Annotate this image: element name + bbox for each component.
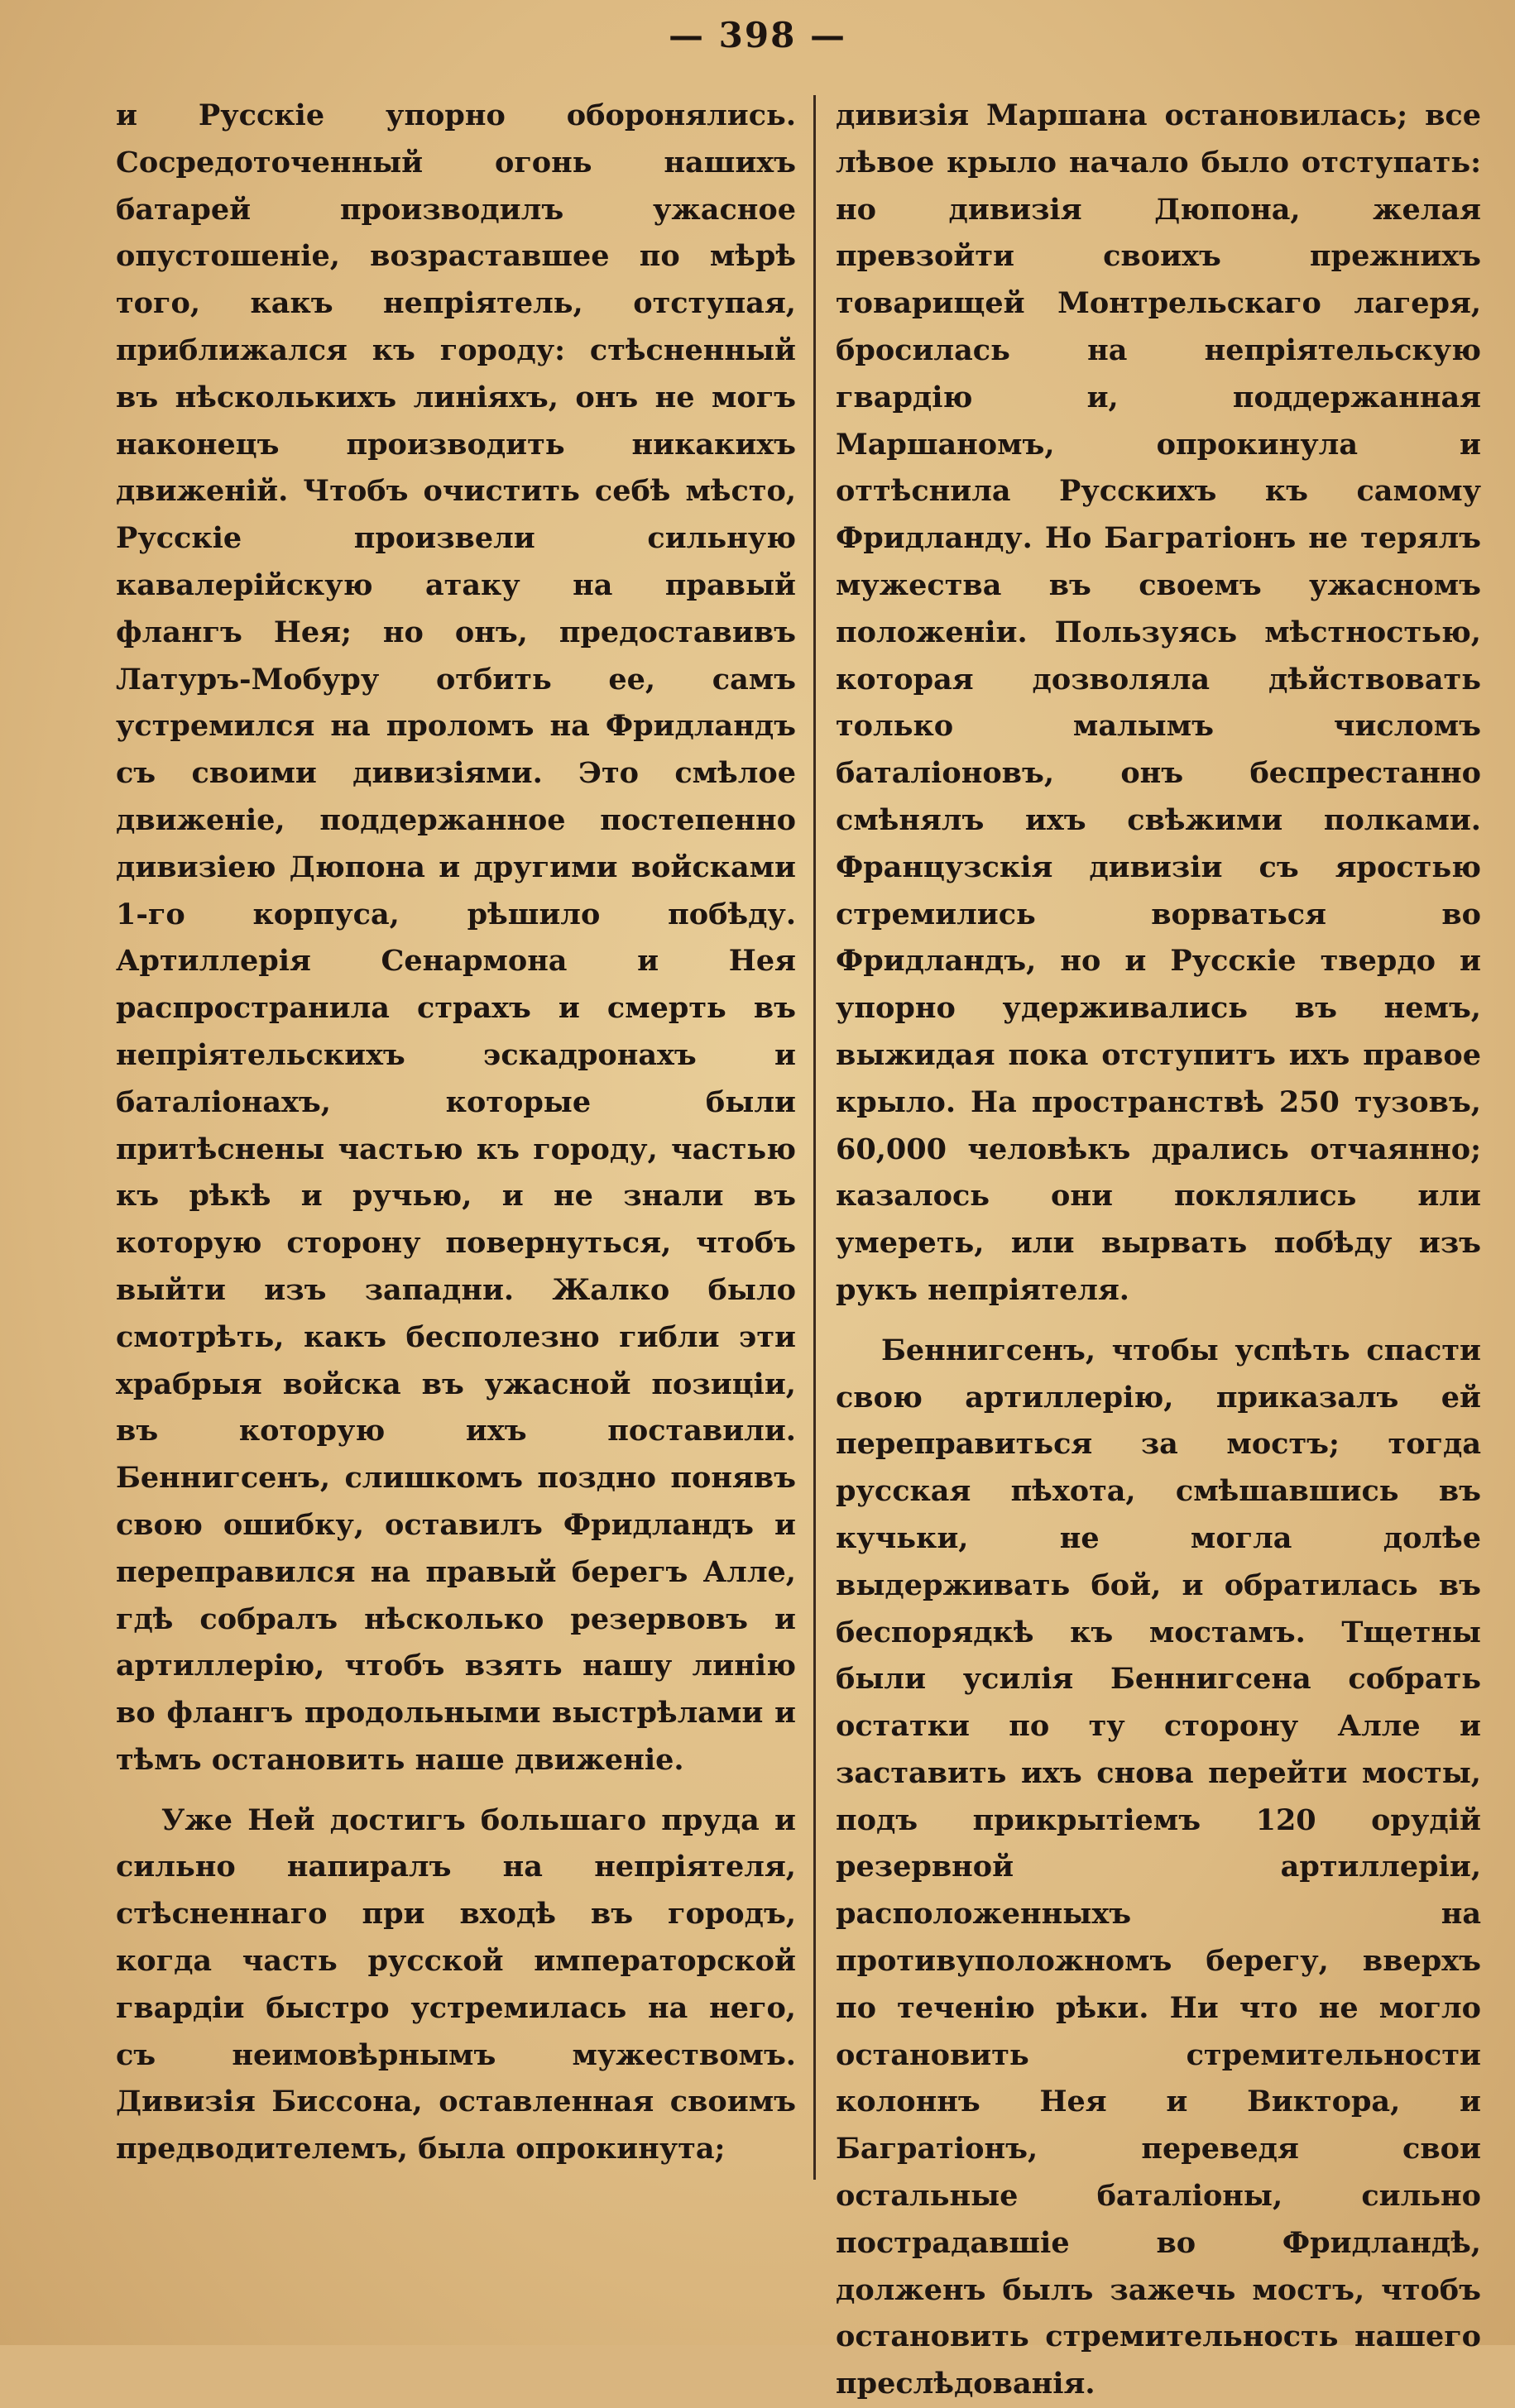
page-number: — 398 — xyxy=(669,15,846,55)
right-paragraph-2: Беннигсенъ, чтобы успѣть спасти свою артиллерію, приказалъ ей переправиться за мостъ; тогда русская пѣхота, смѣшавшись въ кучьки, не могла долѣе выдерживать бой, и обратилась въ беспорядкѣ къ мостамъ. Тщетны были усилія Беннигсена собрать остатки по ту сторону Алле и заставить ихъ снова перейти мосты, подъ прикрытіемъ 120 орудій резервной артиллеріи, расположенныхъ на противуположномъ берегу, вверхъ по теченію рѣки. Ни что не могло остановить стремительности колоннъ Нея и Виктора, и Багратіонъ, переведя свои остальные баталіоны, сильно пострадавшіе во Фридландѣ, долженъ былъ зажечь мостъ, чтобъ остановить стремительность нашего преслѣдованія. xyxy=(836,1333,1481,2401)
left-column xyxy=(116,93,796,2173)
right-column xyxy=(836,93,1481,2408)
left-paragraph-2: Уже Ней достигъ большаго пруда и сильно напиралъ на непріятеля, стѣсненнаго при входѣ въ городъ, когда часть русской императорской гвардіи быстро устремилась на него, съ неимовѣрнымъ мужествомъ. Дивизія Биссона, оставленная своимъ предводителемъ, была опрокинута; xyxy=(116,1802,796,2166)
right-paragraph-1: дивизія Маршана остановилась; все лѣвое крыло начало было отступать: но дивизія Дюпона, желая превзойти своихъ прежнихъ товарищей Монтрельскаго лагеря, бросилась на непріятельскую гвардію и, поддержанная Маршаномъ, опрокинула и оттѣснила Русскихъ къ самому Фридланду. Но Багратіонъ не терялъ мужества въ своемъ ужасномъ положеніи. Пользуясь мѣстностью, которая дозволяла дѣйствовать только малымъ числомъ баталіоновъ, онъ беспрестанно смѣнялъ ихъ свѣжими полками. Французскія дивизіи съ яростью стремились ворваться во Фридландъ, но и Русскіе твердо и упорно удерживались въ немъ, выжидая пока отступитъ ихъ правое крыло. На пространствѣ 250 тузовъ, 60,000 человѣкъ дрались отчаянно; казалось они поклялись или умереть, или вырвать побѣду изъ рукъ непріятеля. xyxy=(836,98,1481,1307)
left-paragraph-1: и Русскіе упорно оборонялись. Сосредоточенный огонь нашихъ батарей производилъ ужасное опустошеніе, возраставшее по мѣрѣ того, какъ непріятель, отступая, приближался къ городу: стѣсненный въ нѣсколькихъ линіяхъ, онъ не могъ наконецъ производить никакихъ движеній. Чтобъ очистить себѣ мѣсто, Русскіе произвели сильную кавалерійскую атаку на правый флангъ Нея; но онъ, предоставивъ Латуръ-Мобуру отбить ее, самъ устремился на проломъ на Фридландъ съ своими дивизіями. Это смѣлое движеніе, поддержанное постепенно дивизіею Дюпона и другими войсками 1-го корпуса, рѣшило побѣду. Артиллерія Сенармона и Нея распространила страхъ и смерть въ непріятельскихъ эскадронахъ и баталіонахъ, которые были притѣснены частью къ городу, частью къ рѣкѣ и ручью, и не знали въ которую сторону повернуться, чтобъ выйти изъ западни. Жалко было смотрѣть, какъ бесполезно гибли эти храбрыя войска въ ужасной позиціи, въ которую ихъ поставили. Беннигсенъ, слишкомъ поздно понявъ свою ошибку, оставилъ Фридландъ и переправился на правый берегъ Алле, гдѣ собралъ нѣсколько резервовъ и артиллерію, чтобъ взять нашу линію во флангъ продольными выстрѣлами и тѣмъ остановить наше движеніе. xyxy=(116,98,796,1777)
column-divider xyxy=(813,95,816,2180)
